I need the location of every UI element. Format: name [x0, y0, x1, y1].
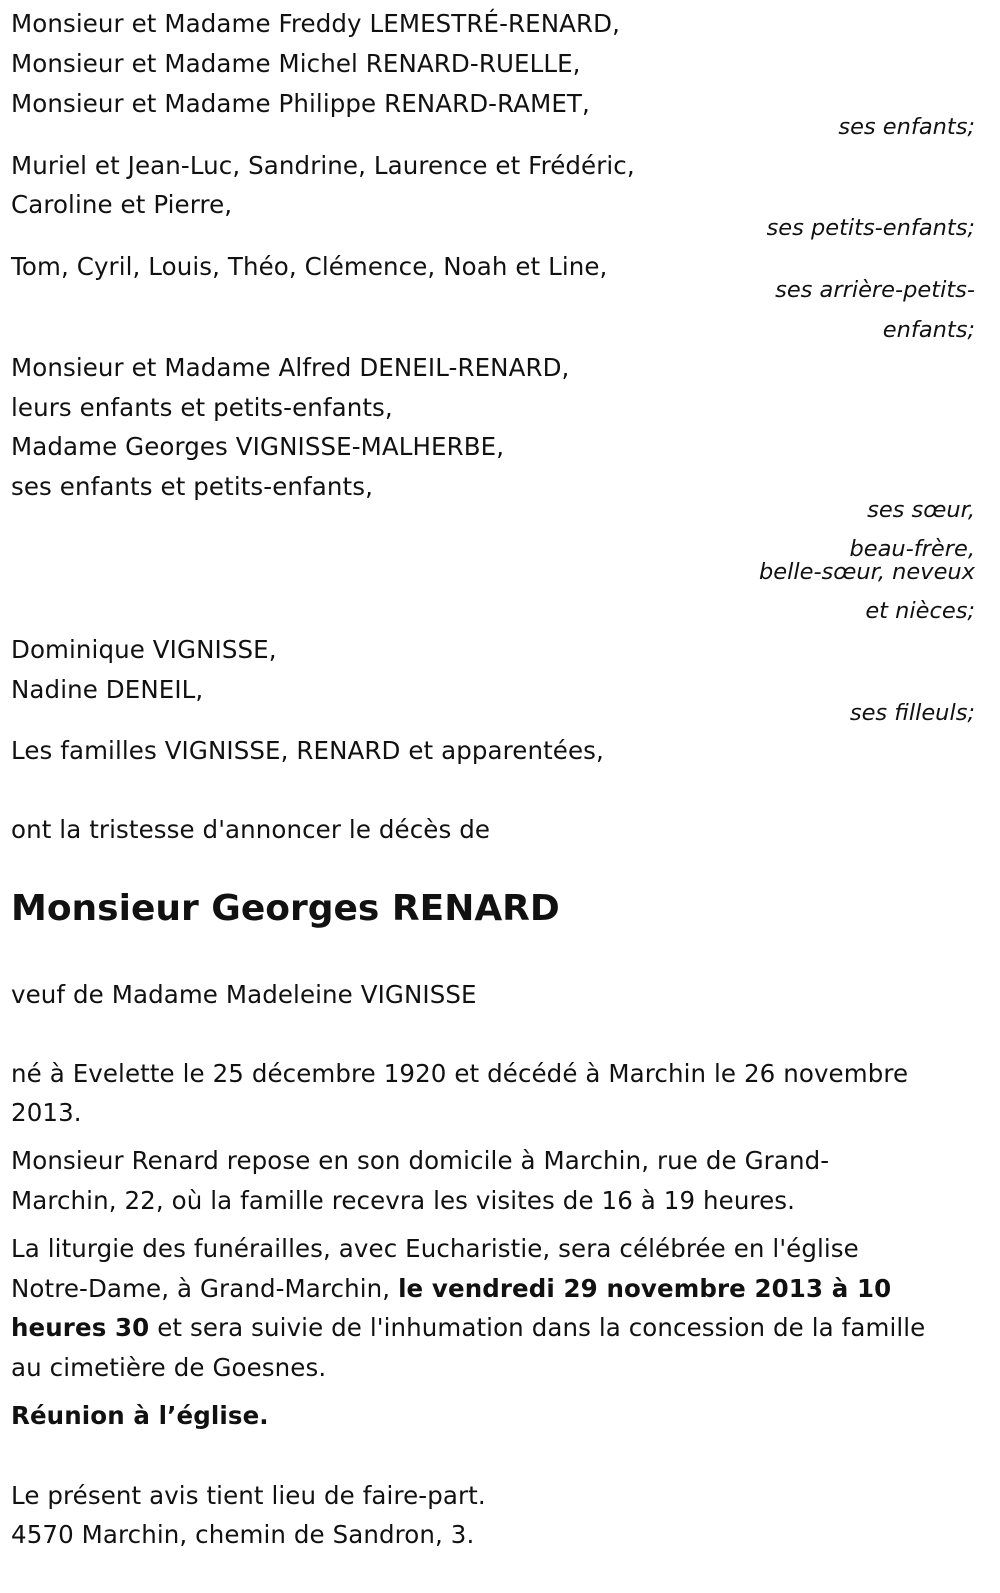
notice-line: Le présent avis tient lieu de faire-part.: [11, 1481, 486, 1510]
siblings-line-3: Madame Georges VIGNISSE-MALHERBE,: [11, 432, 505, 461]
funeral-time: heures 30: [11, 1313, 150, 1342]
rest-place-line-1: Monsieur Renard repose en son domicile à Marchin, rue de Grand-: [11, 1146, 830, 1175]
children-line-3: Monsieur et Madame Philippe RENARD-RAMET,: [11, 89, 590, 118]
funeral-line-1: La liturgie des funérailles, avec Eucharistie, sera célébrée en l'église: [11, 1234, 859, 1263]
siblings-label-3: belle-sœur, neveux: [758, 559, 975, 585]
children-label: ses enfants;: [838, 114, 975, 140]
rest-place-line-2: Marchin, 22, où la famille recevra les visites de 16 à 19 heures.: [11, 1186, 796, 1215]
widower-line: veuf de Madame Madeleine VIGNISSE: [11, 980, 477, 1009]
great-grandchildren-label-2: enfants;: [882, 317, 975, 343]
grandchildren-line-1: Muriel et Jean-Luc, Sandrine, Laurence et Frédéric,: [11, 151, 635, 180]
siblings-line-4: ses enfants et petits-enfants,: [11, 472, 373, 501]
funeral-line-2: [11, 1274, 891, 1304]
meeting-note: Réunion à l’église.: [11, 1401, 269, 1430]
siblings-line-2: leurs enfants et petits-enfants,: [11, 393, 393, 422]
funeral-line-2-plain: Notre-Dame, à Grand-Marchin,: [11, 1274, 399, 1303]
birth-death-line-2: 2013.: [11, 1098, 82, 1127]
siblings-line-1: Monsieur et Madame Alfred DENEIL-RENARD,: [11, 353, 570, 382]
announcement: ont la tristesse d'annoncer le décès de: [11, 815, 491, 844]
funeral-line-4: au cimetière de Goesnes.: [11, 1353, 327, 1382]
children-line-1: Monsieur et Madame Freddy LEMESTRÉ-RENARD,: [11, 9, 620, 38]
godchildren-line-2: Nadine DENEIL,: [11, 675, 204, 704]
siblings-label-4: et nièces;: [865, 598, 975, 624]
funeral-date-time: le vendredi 29 novembre 2013 à 10: [398, 1274, 892, 1303]
great-grandchildren-label-1: ses arrière-petits-: [775, 277, 975, 303]
godchildren-label: ses filleuls;: [849, 700, 975, 726]
address-line: 4570 Marchin, chemin de Sandron, 3.: [11, 1520, 475, 1549]
deceased-name: Monsieur Georges RENARD: [11, 888, 560, 929]
grandchildren-label: ses petits-enfants;: [766, 215, 975, 241]
siblings-label-2: beau-frère,: [849, 536, 975, 562]
funeral-line-3: [11, 1313, 925, 1343]
siblings-label-1: ses sœur,: [867, 497, 975, 523]
families-line: Les familles VIGNISSE, RENARD et apparentées,: [11, 736, 604, 765]
godchildren-line-1: Dominique VIGNISSE,: [11, 635, 277, 664]
great-grandchildren-line: Tom, Cyril, Louis, Théo, Clémence, Noah et Line,: [11, 252, 608, 281]
grandchildren-line-2: Caroline et Pierre,: [11, 190, 233, 219]
birth-death-line-1: né à Evelette le 25 décembre 1920 et décédé à Marchin le 26 novembre: [11, 1059, 909, 1088]
children-line-2: Monsieur et Madame Michel RENARD-RUELLE,: [11, 49, 581, 78]
funeral-line-3-plain: et sera suivie de l'inhumation dans la concession de la famille: [149, 1313, 926, 1342]
